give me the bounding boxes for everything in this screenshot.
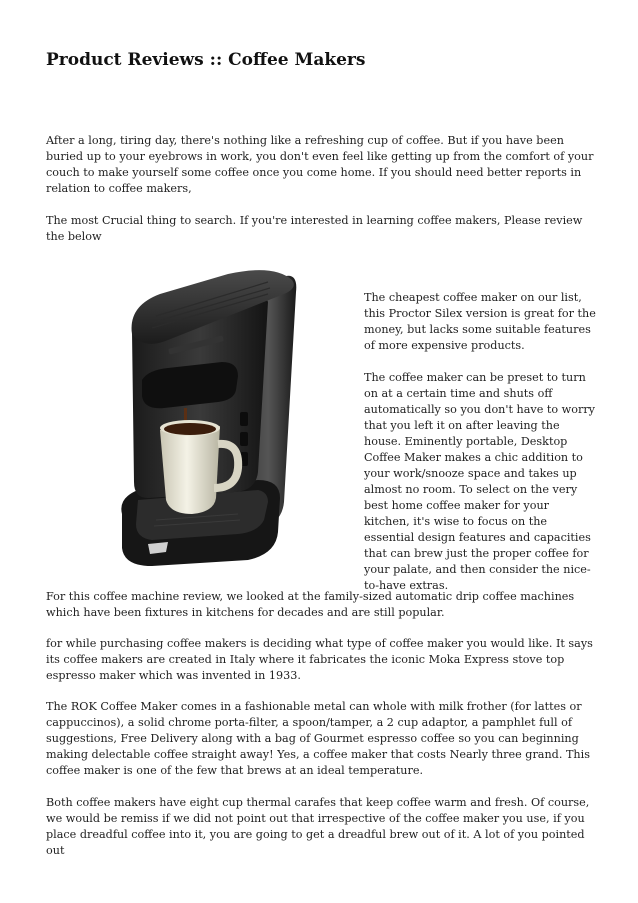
side-paragraph-price: The cheapest coffee maker on our list, this Proctor Silex version is great for the money, but lacks some suitable features of more expensive products. <box>364 291 596 352</box>
intro-paragraph: After a long, tiring day, there's nothing like a refreshing cup of coffee. But if you have been buried up to your eyebrows in work, you don't even feel like getting up from the comfort of your couch to make yourself some coffee once you come home. If you should need better reports in relation to coffee makers, <box>46 134 594 195</box>
coffee-maker-image <box>108 262 312 568</box>
thermal-carafe-paragraph: Both coffee makers have eight cup thermal carafes that keep coffee warm and fresh. Of course, we would be remiss if we did not point out that irrespective of the coffee maker you use, if you place dreadful coffee into it, you are going to get a dreadful brew out of it. A lot of you pointed out <box>46 796 590 857</box>
rok-paragraph: The ROK Coffee Maker comes in a fashionable metal can whole with milk frother (for lattes or cappuccinos), a solid chrome porta-filter, a spoon/tamper, a 2 cup adaptor, a pamphlet full of suggestions, Free Delivery along with a bag of Gourmet espresso coffee so you can beginning making delectable coffee straight away! Yes, a coffee maker that costs Nearly three grand. This coffee maker is one of the few that brews at an ideal temperature. <box>46 700 590 777</box>
crucial-paragraph: The most Crucial thing to search. If you're interested in learning coffee makers, Please review the below <box>46 214 583 243</box>
coffee-maker-illustration <box>108 262 312 568</box>
side-paragraph-features: The coffee maker can be preset to turn on at a certain time and shuts off automatically so you don't have to worry that you left it on after leaving the house. Eminently portable, Desktop Coffee Maker makes a chic addition to your work/snooze space and takes up almost no room. To select on the very best home coffee maker for your kitchen, it's wise to focus on the essential design features and capacities that can brew just the proper coffee for your palate, and then consider the nice-to-have extras. <box>364 371 595 592</box>
review-intro-paragraph: For this coffee machine review, we looked at the family-sized automatic drip coffee machines which have been fixtures in kitchens for decades and are still popular. <box>46 590 575 619</box>
page-title: Product Reviews :: Coffee Makers <box>46 50 366 70</box>
purchasing-paragraph: for while purchasing coffee makers is deciding what type of coffee maker you would like. It says its coffee makers are created in Italy where it fabricates the iconic Moka Express stove top espresso maker which was invented in 1933. <box>46 637 593 682</box>
